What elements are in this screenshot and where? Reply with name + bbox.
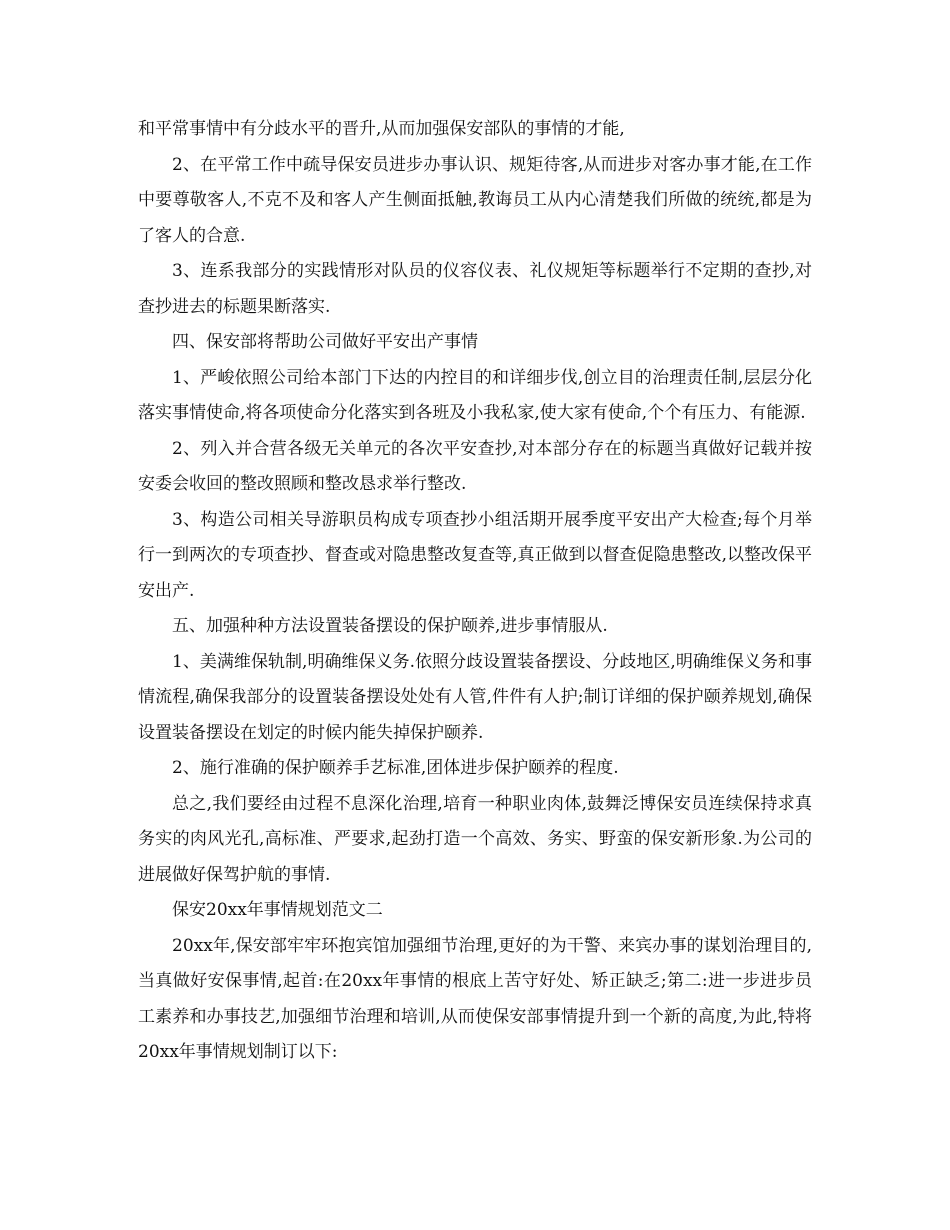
paragraph-6: 2、列入并合营各级无关单元的各次平安查抄,对本部分存在的标题当真做好记载并按安委会收回的整改照顾和整改恳求举行整改. [138, 438, 812, 494]
document-subtitle: 保安20xx年事情规划范文二 [172, 900, 383, 920]
paragraph-5: 1、严峻依照公司给本部门下达的内控目的和详细步伐,创立目的治理责任制,层层分化落实事情使命,将各项使命分化落实到各班及小我私家,使大家有使命,个个有压力、有能源. [138, 367, 812, 423]
paragraph-13: 20xx年,保安部牢牢环抱宾馆加强细节治理,更好的为干警、来宾办事的谋划治理目的,当真做好安保事情,起首:在20xx年事情的根底上苦守好处、矫正缺乏;第二:进一步进步员工素养和办事技艺,加强细节治理和培训,从而使保安部事情提升到一个新的高度,为此,特将20xx年事情规划制订以下: [138, 935, 812, 1062]
paragraph-3: 3、连系我部分的实践情形对队员的仪容仪表、礼仪规矩等标题举行不定期的查抄,对查抄进去的标题果断落实. [138, 261, 812, 317]
paragraph-9: 1、美满维保轨制,明确维保义务.依照分歧设置装备摆设、分歧地区,明确维保义务和事情流程,确保我部分的设置装备摆设处处有人管,件件有人护;制订详细的保护颐养规划,确保设置装备摆设在划定的时候内能失掉保护颐养. [138, 651, 812, 743]
paragraph-7: 3、构造公司相关导游职员构成专项查抄小组活期开展季度平安出产大检查;每个月举行一到两次的专项查抄、督查或对隐患整改复查等,真正做到以督查促隐患整改,以整改保平安出产. [138, 509, 812, 601]
paragraph-1: 和平常事情中有分歧水平的晋升,从而加强保安部队的事情的才能, [138, 119, 625, 139]
paragraph-summary: 总之,我们要经由过程不息深化治理,培育一种职业肉体,鼓舞泛博保安员连续保持求真务实的肉风光孔,高标准、严要求,起劲打造一个高效、务实、野蛮的保安新形象.为公司的进展做好保驾护航的事情. [138, 793, 812, 885]
section-heading-5: 五、加强种种方法设置装备摆设的保护颐养,进步事情服从. [172, 616, 608, 636]
section-heading-4: 四、保安部将帮助公司做好平安出产事情 [172, 332, 478, 352]
paragraph-10: 2、施行准确的保护颐养手艺标准,团体进步保护颐养的程度. [172, 758, 619, 778]
document-body [138, 112, 812, 1071]
paragraph-2: 2、在平常工作中疏导保安员进步办事认识、规矩待客,从而进步对客办事才能,在工作中要尊敬客人,不克不及和客人产生侧面抵触,教诲员工从内心清楚我们所做的统统,都是为了客人的合意. [138, 154, 812, 246]
